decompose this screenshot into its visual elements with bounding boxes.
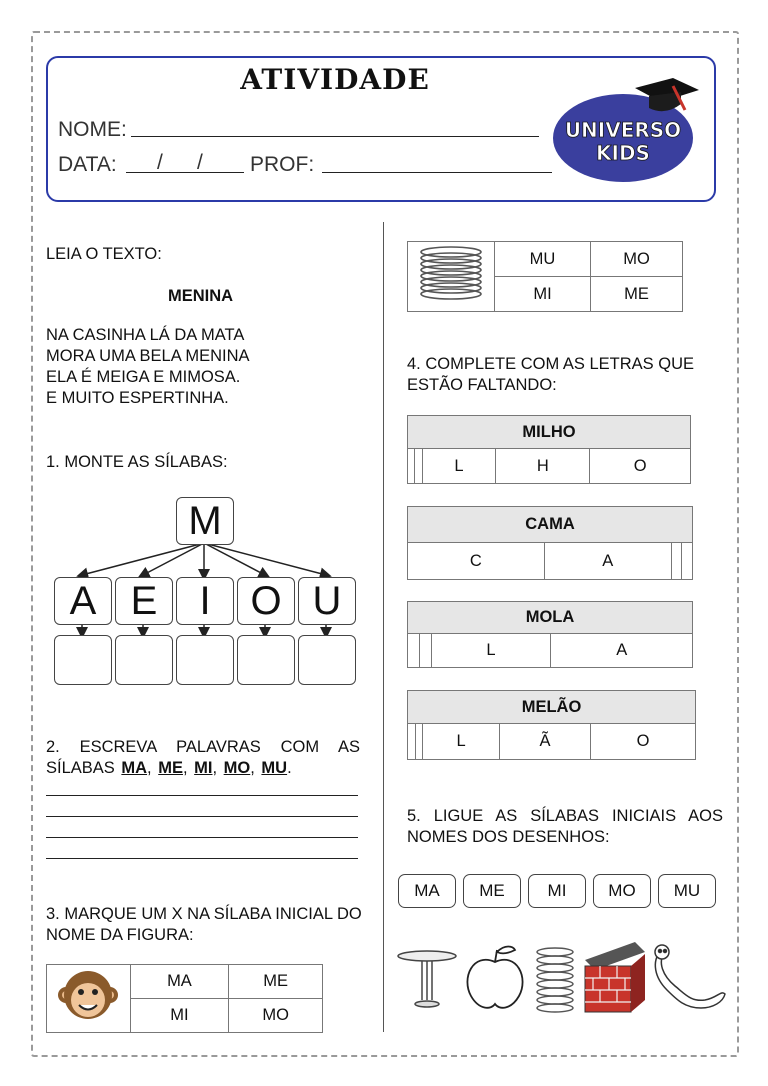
- vowel-box: A: [54, 577, 112, 625]
- writing-line[interactable]: [46, 816, 358, 817]
- syllable-chip[interactable]: MO: [593, 874, 651, 908]
- letter-cell[interactable]: [415, 449, 422, 484]
- story-line: E MUITO ESPERTINHA.: [46, 389, 229, 407]
- question-5: 5. LIGUE AS SÍLABAS INICIAIS AOS NOMES DOS DESENHOS:: [407, 807, 723, 846]
- letter-cell[interactable]: [682, 543, 693, 580]
- story-line: ELA É MEIGA E MIMOSA.: [46, 368, 241, 386]
- intro-text: LEIA O TEXTO:: [46, 245, 162, 263]
- letter-cell[interactable]: L: [422, 449, 496, 484]
- word-table-milho: [407, 415, 691, 484]
- letter-cell[interactable]: [415, 724, 423, 760]
- spring-cell: [408, 242, 495, 312]
- question-3: 3. MARQUE UM X NA SÍLABA INICIAL DO NOME DA FIGURA:: [46, 905, 362, 944]
- letter-cell[interactable]: C: [408, 543, 545, 580]
- monkey-icon: [57, 967, 119, 1025]
- q3-table: [46, 964, 323, 1033]
- question-1: 1. MONTE AS SÍLABAS:: [46, 453, 228, 471]
- prof-label: PROF:: [250, 153, 315, 176]
- letter-cell[interactable]: H: [496, 449, 590, 484]
- word-table-mola: [407, 601, 693, 668]
- syllable-chip[interactable]: ME: [463, 874, 521, 908]
- writing-line[interactable]: [46, 858, 358, 859]
- monkey-cell: [47, 965, 131, 1033]
- drawings-row: [395, 940, 727, 1020]
- letter-cell[interactable]: [671, 543, 681, 580]
- letter-cell[interactable]: A: [544, 543, 671, 580]
- vowel-box: E: [115, 577, 173, 625]
- answer-box[interactable]: [237, 635, 295, 685]
- word-header: CAMA: [408, 507, 693, 543]
- root-letter-box: M: [176, 497, 234, 545]
- data-line[interactable]: [126, 172, 244, 173]
- option-cell[interactable]: MO: [591, 242, 683, 277]
- table-icon: [398, 951, 456, 1007]
- page-title: ATIVIDADE: [240, 63, 430, 96]
- story-title: MENINA: [168, 287, 234, 305]
- brick-wall-icon: [585, 942, 645, 1012]
- logo-text-kids: KIDS: [596, 141, 650, 165]
- option-cell[interactable]: ME: [591, 277, 683, 312]
- option-cell[interactable]: ME: [229, 965, 323, 999]
- word-header: MOLA: [408, 602, 693, 634]
- question-4: 4. COMPLETE COM AS LETRAS QUE ESTÃO FALTANDO:: [407, 355, 694, 394]
- option-cell[interactable]: MU: [495, 242, 591, 277]
- date-slash: /: [197, 151, 203, 174]
- syllable-mu: MU: [261, 759, 288, 777]
- syllable-mi: MI: [194, 759, 213, 777]
- answer-box[interactable]: [115, 635, 173, 685]
- letter-cell[interactable]: L: [431, 634, 551, 668]
- letter-cell[interactable]: [408, 634, 420, 668]
- spring-icon: [414, 244, 488, 304]
- syllable-ma: MA: [121, 759, 148, 777]
- syllable-chip[interactable]: MA: [398, 874, 456, 908]
- letter-cell[interactable]: O: [590, 449, 691, 484]
- writing-line[interactable]: [46, 837, 358, 838]
- date-slash: /: [157, 151, 163, 174]
- letter-cell[interactable]: [408, 449, 415, 484]
- spring-table: [407, 241, 683, 312]
- letter-cell[interactable]: O: [590, 724, 695, 760]
- nome-label: NOME:: [58, 118, 127, 141]
- spring-icon: [537, 948, 573, 1012]
- column-divider: [383, 222, 384, 1032]
- syllable-me: ME: [158, 759, 183, 777]
- story-line: NA CASINHA LÁ DA MATA: [46, 326, 245, 344]
- word-table-melao: [407, 690, 696, 760]
- logo-text-universo: UNIVERSO: [564, 118, 682, 142]
- syllable-chip[interactable]: MU: [658, 874, 716, 908]
- writing-line[interactable]: [46, 795, 358, 796]
- vowel-box: U: [298, 577, 356, 625]
- vowel-box: I: [176, 577, 234, 625]
- nome-line[interactable]: [131, 136, 539, 137]
- letter-cell[interactable]: A: [551, 634, 693, 668]
- vowel-box: O: [237, 577, 295, 625]
- question-2-text: 2. ESCREVA PALAVRAS COM AS SÍLABAS: [46, 738, 360, 777]
- syllable-chip[interactable]: MI: [528, 874, 586, 908]
- story-line: MORA UMA BELA MENINA: [46, 347, 250, 365]
- answer-box[interactable]: [176, 635, 234, 685]
- question-2: 2. ESCREVA PALAVRAS COM AS SÍLABAS MA, ME, MI, MO, MU.: [46, 738, 360, 777]
- apple-icon: [467, 947, 522, 1008]
- option-cell[interactable]: MO: [229, 999, 323, 1033]
- word-header: MELÃO: [408, 691, 696, 724]
- prof-line[interactable]: [322, 172, 552, 173]
- answer-box[interactable]: [298, 635, 356, 685]
- syllable-mo: MO: [223, 759, 251, 777]
- answer-box[interactable]: [54, 635, 112, 685]
- letter-cell[interactable]: Ã: [500, 724, 591, 760]
- worm-icon: [655, 945, 725, 1008]
- letter-cell[interactable]: L: [423, 724, 500, 760]
- word-header: MILHO: [408, 416, 691, 449]
- letter-cell[interactable]: [419, 634, 431, 668]
- universo-kids-logo: [553, 74, 701, 186]
- word-table-cama: [407, 506, 693, 580]
- option-cell[interactable]: MI: [130, 999, 229, 1033]
- option-cell[interactable]: MI: [495, 277, 591, 312]
- letter-cell[interactable]: [408, 724, 416, 760]
- option-cell[interactable]: MA: [130, 965, 229, 999]
- data-label: DATA:: [58, 153, 117, 176]
